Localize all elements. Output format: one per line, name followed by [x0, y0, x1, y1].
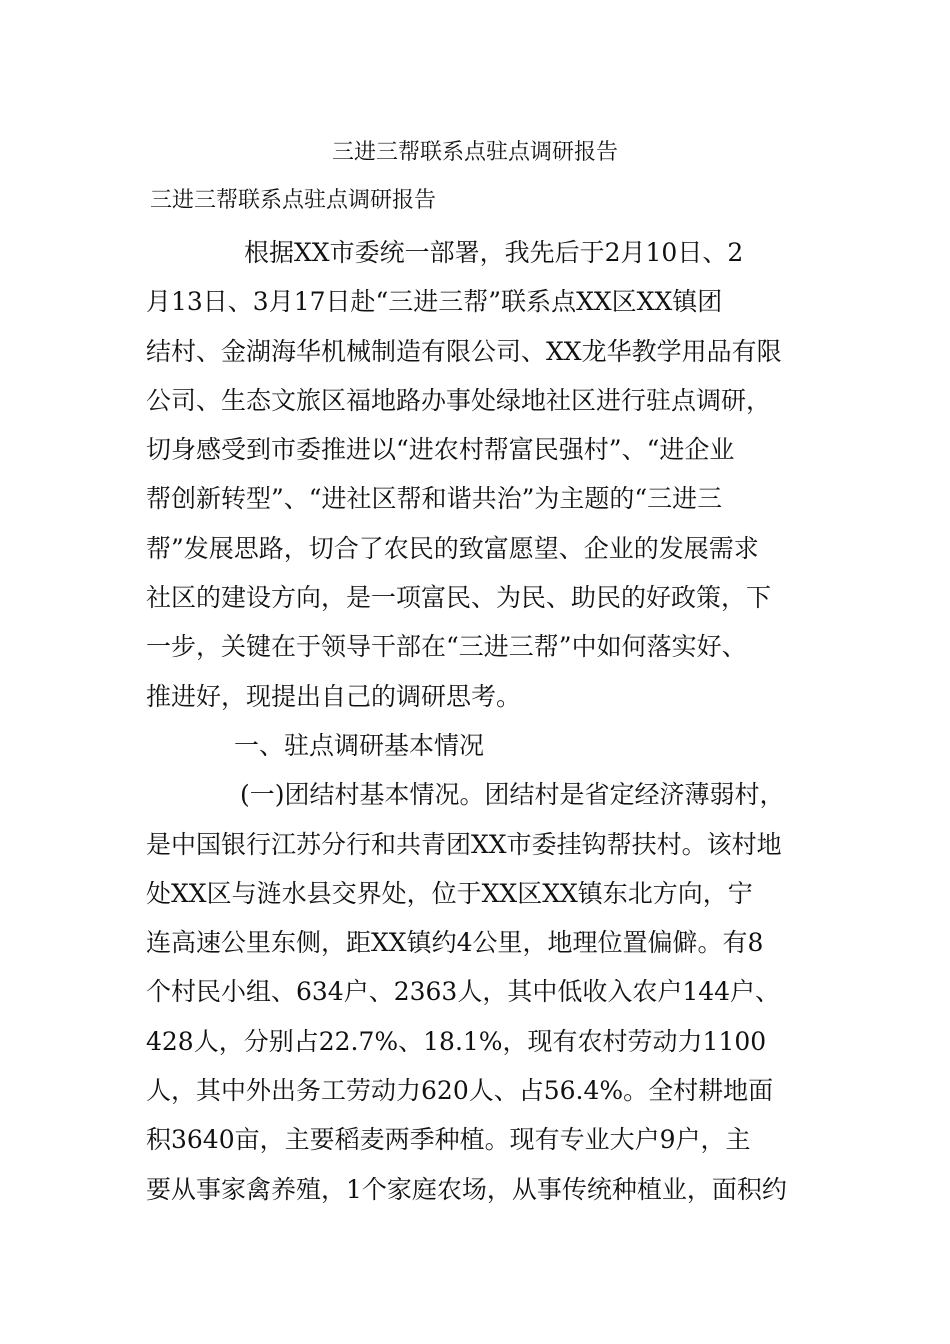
subsection-line: (一)团结村基本情况。团结村是省定经济薄弱村，	[240, 780, 785, 810]
paragraph-line: 要从事家禽养殖，1个家庭农场，从事传统种植业，面积约	[146, 1174, 787, 1204]
paragraph-line: 帮”发展思路，切合了农民的致富愿望、企业的发展需求	[146, 533, 759, 563]
paragraph-line: 结村、金湖海华机械制造有限公司、XX龙华教学用品有限	[146, 336, 782, 366]
section-heading: 一、驻点调研基本情况	[234, 730, 485, 760]
paragraph-line: 月13日、3月17日赴“三进三帮”联系点XX区XX镇团	[146, 287, 723, 317]
paragraph-line: 连高速公里东侧，距XX镇约4公里，地理位置偏僻。有8	[146, 928, 764, 958]
paragraph-line: 切身感受到市委推进以“进农村帮富民强村”、“进企业	[146, 435, 735, 465]
paragraph-line: 个村民小组、634户、2363人，其中低收入农户144户、	[146, 977, 781, 1007]
paragraph-line: 根据XX市委统一部署，我先后于2月10日、2	[244, 238, 744, 267]
document-title: 三进三帮联系点驻点调研报告	[331, 140, 618, 165]
document-body	[146, 228, 826, 1214]
paragraph-line: 推进好，现提出自己的调研思考。	[146, 681, 522, 711]
paragraph-line: 一步，关键在于领导干部在“三进三帮”中如何落实好、	[146, 632, 747, 662]
paragraph-line: 积3640亩，主要稻麦两季种植。现有专业大户9户，主	[146, 1125, 751, 1155]
paragraph-line: 人，其中外出务工劳动力620人、占56.4%。全村耕地面	[146, 1076, 774, 1106]
document-subtitle: 三进三帮联系点驻点调研报告	[150, 188, 437, 213]
paragraph-line: 处XX区与涟水县交界处，位于XX区XX镇东北方向，宁	[146, 878, 753, 908]
paragraph-line: 帮创新转型”、“进社区帮和谐共治”为主题的“三进三	[146, 484, 723, 514]
paragraph-line: 428人，分别占22.7%、18.1%，现有农村劳动力1100	[146, 1026, 767, 1056]
paragraph-line: 公司、生态文旅区福地路办事处绿地社区进行驻点调研，	[146, 385, 772, 415]
paragraph-line: 社区的建设方向，是一项富民、为民、助民的好政策，下	[146, 583, 772, 613]
paragraph-line: 是中国银行江苏分行和共青团XX市委挂钩帮扶村。该村地	[146, 829, 782, 859]
